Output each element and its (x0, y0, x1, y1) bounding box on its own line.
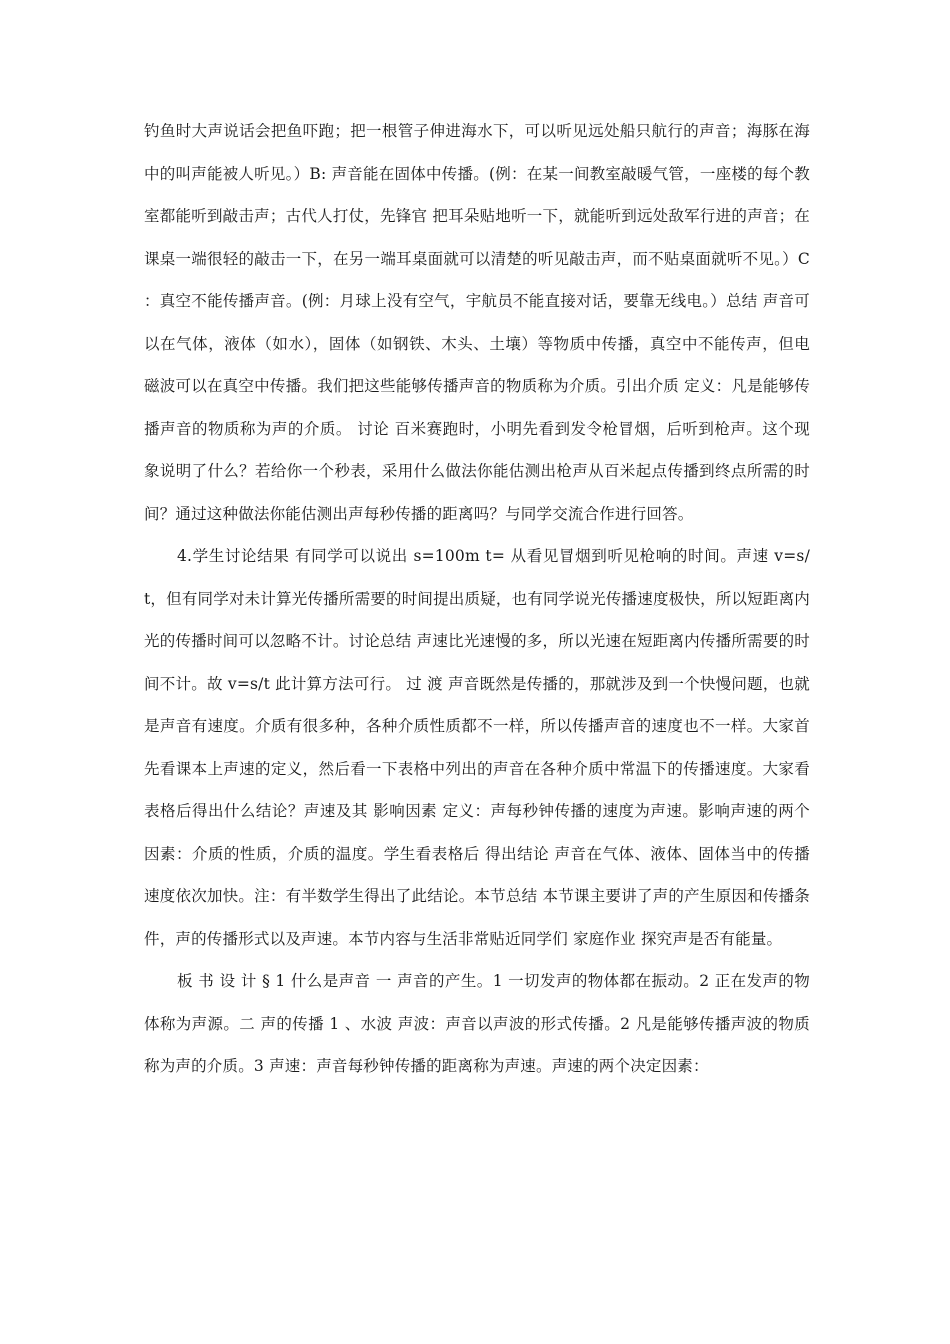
paragraph-discussion-result: 4.学生讨论结果 有同学可以说出 s=100m t= 从看见冒烟到听见枪响的时间。声速 v=s/t，但有同学对未计算光传播所需要的时间提出质疑，也有同学说光传播速度极快，所以短距离内光的传播时间可以忽略不计。讨论总结 声速比光速慢的多，所以光速在短距离内传播所需要的时间不计。故 v=s/t 此计算方法可行。 过 渡 声音既然是传播的，那就涉及到一个快慢问题，也就是声音有速度。介质有很多种，各种介质性质都不一样，所以传播声音的速度也不一样。大家首先看课本上声速的定义，然后看一下表格中列出的声音在各种介质中常温下的传播速度。大家看表格后得出什么结论？声速及其 影响因素 定义：声每秒钟传播的速度为声速。影响声速的两个因素：介质的性质，介质的温度。学生看表格后 得出结论 声音在气体、液体、固体当中的传播速度依次加快。注：有半数学生得出了此结论。本节总结 本节课主要讲了声的产生原因和传播条件，声的传播形式以及声速。本节内容与生活非常贴近同学们 家庭作业 探究声是否有能量。 (144, 547, 810, 948)
paragraph-board-design: 板 书 设 计 § 1 什么是声音 一 声音的产生。1 一切发声的物体都在振动。2 正在发声的物体称为声源。二 声的传播 1 、水波 声波：声音以声波的形式传播。2 凡是能够传播声波的物质称为声的介质。3 声速：声音每秒钟传播的距离称为声速。声速的两个决定因素： (144, 972, 810, 1075)
paragraph-sound-propagation: 钓鱼时大声说话会把鱼吓跑；把一根管子伸进海水下，可以听见远处船只航行的声音；海豚在海中的叫声能被人听见。）B: 声音能在固体中传播。(例：在某一间教室敲暖气管，一座楼的每个教室都能听到敲击声；古代人打仗，先锋官 把耳朵贴地听一下，就能听到远处敌军行进的声音；在课桌一端很轻的敲击一下，在另一端耳桌面就可以清楚的听见敲击声，而不贴桌面就听不见。）C ：真空不能传播声音。(例：月球上没有空气，宇航员不能直接对话，要靠无线电。）总结 声音可以在气体，液体（如水），固体（如钢铁、木头、土壤）等物质中传播，真空中不能传声，但电磁波可以在真空中传播。我们把这些能够传播声音的物质称为介质。引出介质 定义：凡是能够传播声音的物质称为声的介质。 讨论 百米赛跑时，小明先看到发令枪冒烟，后听到枪声。这个现象说明了什么？若给你一个秒表，采用什么做法你能估测出枪声从百米起点传播到终点所需的时间？通过这种做法你能估测出声每秒传播的距离吗？与同学交流合作进行回答。 (144, 122, 810, 523)
document-body (144, 110, 810, 1088)
